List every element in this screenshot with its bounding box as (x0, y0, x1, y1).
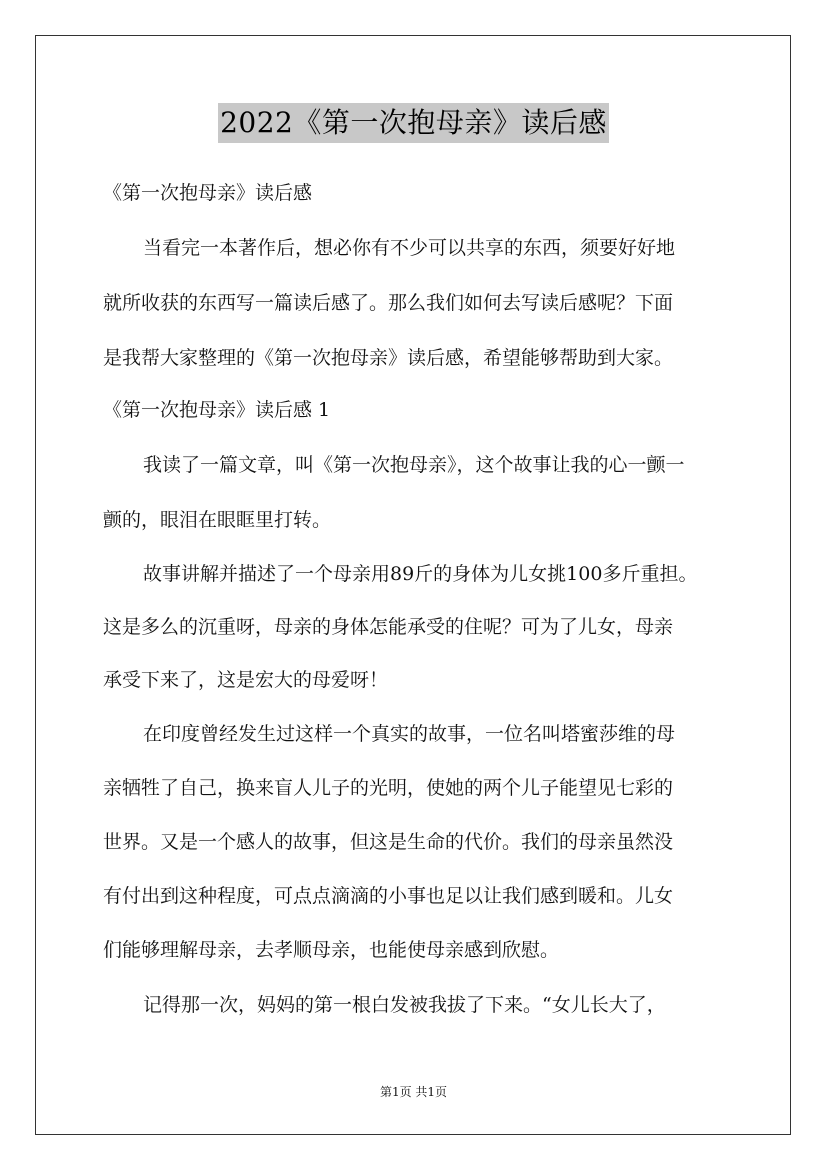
document-title: 2022《第一次抱母亲》读后感 (218, 103, 609, 143)
section-heading: 《第一次抱母亲》读后感 1 (103, 399, 331, 421)
paragraph-line: 记得那一次，妈妈的第一根白发被我拔了下来。“女儿长大了， (143, 994, 666, 1016)
subtitle-line: 《第一次抱母亲》读后感 (103, 182, 313, 204)
paragraph-line: 颤的，眼泪在眼眶里打转。 (103, 509, 332, 531)
paragraph-line: 亲牺牲了自己，换来盲人儿子的光明，使她的两个儿子能望见七彩的 (103, 777, 674, 799)
page-number: 第1页 共1页 (379, 1085, 448, 1099)
title-container (0, 103, 827, 143)
paragraph-line: 世界。又是一个感人的故事，但这是生命的代价。我们的母亲虽然没 (103, 831, 674, 853)
paragraph-line: 有付出到这种程度，可点点滴滴的小事也足以让我们感到暖和。儿女 (103, 885, 674, 907)
paragraph-line: 在印度曾经发生过这样一个真实的故事，一位名叫塔蜜莎维的母 (143, 723, 676, 745)
paragraph-line: 就所收获的东西写一篇读后感了。那么我们如何去写读后感呢？下面 (103, 292, 674, 314)
paragraph-line: 我读了一篇文章，叫《第一次抱母亲》，这个故事让我的心一颤一 (143, 454, 685, 476)
paragraph-line: 这是多么的沉重呀，母亲的身体怎能承受的住呢？可为了儿女，母亲 (103, 616, 674, 638)
paragraph-line: 们能够理解母亲，去孝顺母亲，也能使母亲感到欣慰。 (103, 939, 560, 961)
paragraph-line: 当看完一本著作后，想必你有不少可以共享的东西，须要好好地 (143, 237, 676, 259)
paragraph-line: 承受下来了，这是宏大的母爱呀！ (103, 669, 389, 691)
paragraph-line: 是我帮大家整理的《第一次抱母亲》读后感，希望能够帮助到大家。 (103, 347, 674, 369)
paragraph-line: 故事讲解并描述了一个母亲用89斤的身体为儿女挑100多斤重担。 (143, 563, 698, 585)
page-footer (0, 1084, 827, 1100)
